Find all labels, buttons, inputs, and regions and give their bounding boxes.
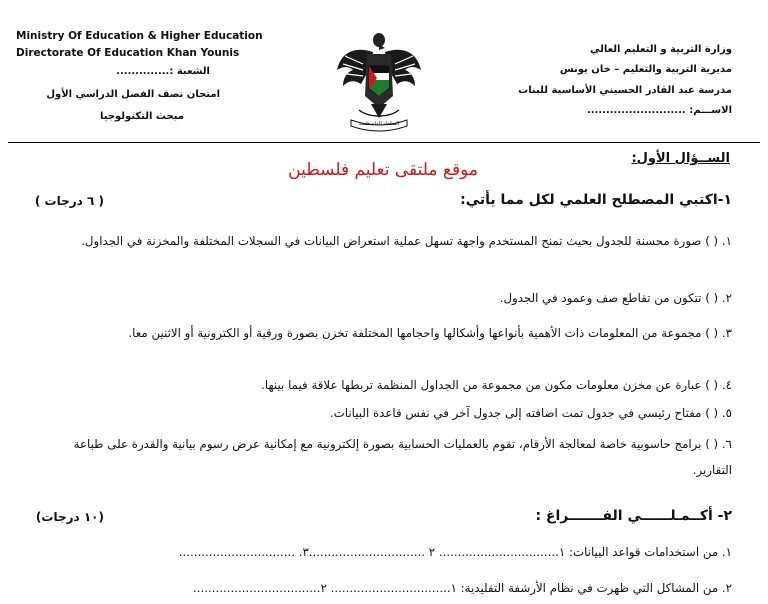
student-name-field: الاســـم: ..........................	[586, 105, 732, 116]
directorate-english: Directorate Of Education Khan Younis	[16, 47, 240, 59]
q1-item-4: ٤. ( ) عبارة عن مخزن معلومات مكون من مجموعة من الجداول المنظمة تربطها علاقة فيما بينها.	[261, 378, 732, 392]
q2-item-2: ٢. من المشاكل التي ظهرت في نظام الأرشفة التقليدية: ١................................ ٢..................................	[193, 581, 732, 595]
subject-label: مبحث التكنولوجيا	[99, 111, 184, 122]
site-watermark: موقع ملتقى تعليم فلسطين	[288, 160, 478, 180]
header-divider	[8, 142, 760, 143]
emblem-banner-text: السلطة الفلسطينية	[358, 121, 400, 127]
school-name: مدرسة عبد القادر الحسيني الأساسية للبنات	[518, 85, 732, 96]
q1-item-3: ٣. ( ) مجموعة من المعلومات ذات الأهمية بأنواعها وأشكالها واحجامها المختلفة تخزن بصورة ورقية أو الكترونية أو الاثنين معا.	[128, 326, 732, 340]
question1-heading: الســؤال الأول:	[631, 151, 730, 166]
question1-title: ١-اكتبي المصطلح العلمي لكل مما يأتي:	[460, 192, 732, 208]
q1-item-2: ٢. ( ) تتكون من تقاطع صف وعمود في الجدول.	[499, 291, 732, 305]
question2-title: ٢- أكــمـلــــــي الفـــــــراغ :	[535, 508, 732, 524]
ministry-english: Ministry Of Education & Higher Education	[16, 30, 263, 42]
q1-item-5: ٥. ( ) مفتاح رئيسي في جدول تمت اضافته إلى جدول آخر في نفس قاعدة البيانات.	[329, 406, 732, 420]
q1-item-6: ٦. ( ) برامج حاسوبية خاصة لمعالجة الأرقام، تقوم بالعمليات الحسابية بصورة إلكترونية مع إمكانية عرض رسوم بيانية والقدرة على طباعة التقارير.	[73, 437, 732, 477]
ministry-arabic: وزارة التربية و التعليم العالي	[590, 44, 732, 55]
directorate-arabic: مديرية التربية والتعليم – خان يونس	[559, 64, 732, 75]
q1-item-1: ١. ( ) صورة محسنة للجدول بحيث تمنح المستخدم واجهة تسهل عملية استعراض البيانات في السجلات المختلفة والمخزنة في الجداول.	[81, 234, 732, 248]
q2-item-1: ١. من استخدامات قواعد البيانات: ١................................ ٢ ...............................٣. ...............................	[178, 545, 732, 559]
question2-score: (١٠ درجات)	[35, 510, 104, 524]
palestinian-eagle-emblem	[333, 26, 425, 134]
question1-score: ( ٦ درجات )	[34, 194, 104, 208]
section-label: الشعبة :..............	[116, 66, 210, 77]
exam-title: امتحان نصف الفصل الدراسي الأول	[46, 89, 220, 100]
